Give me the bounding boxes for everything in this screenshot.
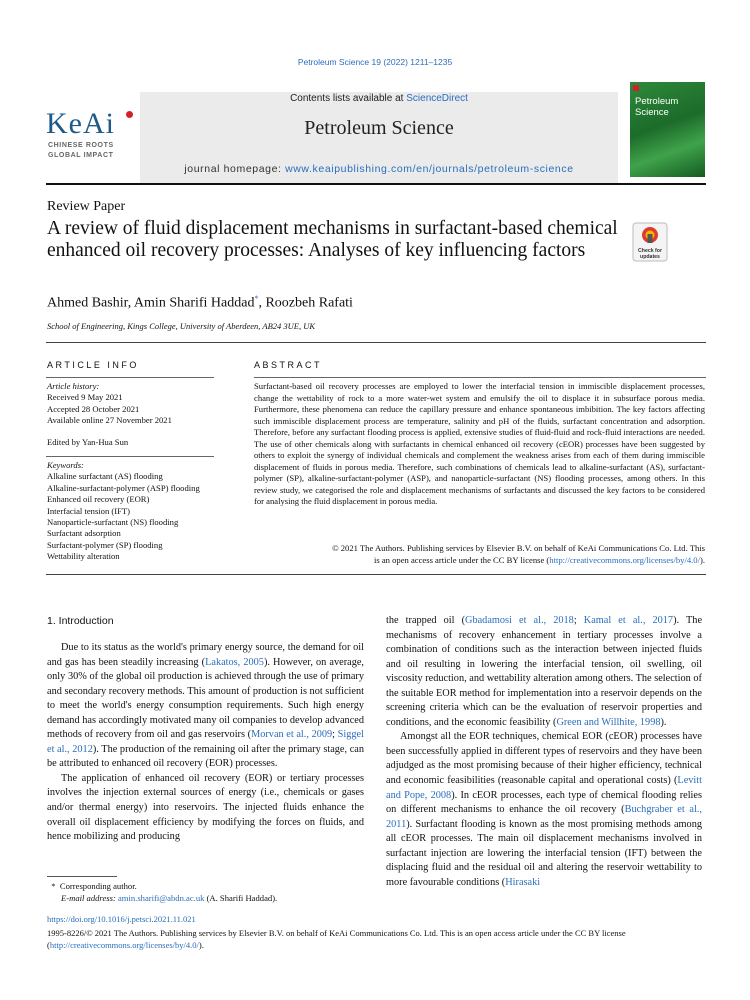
text-run: Due to its status as the world's primary energy source, the demand for oil and gas has been steadily increasing ( xyxy=(47,642,364,668)
copyright-line-2 xyxy=(254,555,705,567)
citation-link[interactable]: Green and Willhite, 1998 xyxy=(556,716,661,728)
paper-type: Review Paper xyxy=(47,199,126,214)
text-run: ; xyxy=(573,615,584,626)
keyword-item: Surfactant-polymer (SP) flooding xyxy=(47,539,163,550)
license-link[interactable]: http://creativecommons.org/licenses/by/4.0/ xyxy=(549,554,700,565)
check-for-updates-icon[interactable] xyxy=(632,222,668,262)
homepage-link[interactable]: www.keaipublishing.com/en/journals/petroleum-science xyxy=(285,163,574,175)
footnote-rule xyxy=(47,876,117,877)
citation-link[interactable]: Buchgraber et al., 2011 xyxy=(386,804,702,830)
contents-prefix: Contents lists available at xyxy=(290,93,407,104)
keai-logo-dot xyxy=(126,111,133,118)
author-list xyxy=(47,294,353,312)
footnote-mark: * xyxy=(51,881,56,891)
citation-link[interactable]: Levitt and Pope, 2008 xyxy=(386,775,702,801)
online-date: Available online 27 November 2021 xyxy=(47,415,172,426)
paragraph xyxy=(386,730,702,890)
journal-cover-thumbnail[interactable] xyxy=(630,82,705,177)
footer-license xyxy=(47,927,702,951)
svg-text:Check for: Check for xyxy=(638,248,662,254)
citation-link[interactable]: Lakatos, 2005 xyxy=(205,656,264,668)
history-label: Article history: xyxy=(47,381,100,391)
keywords-label: Keywords: xyxy=(47,460,84,470)
keyword-item: Surfactant adsorption xyxy=(47,528,121,539)
doi-link[interactable]: https://doi.org/10.1016/j.petsci.2021.11.021 xyxy=(47,914,196,924)
keai-logo-word: KeAi xyxy=(46,107,115,140)
sciencedirect-link[interactable]: ScienceDirect xyxy=(406,93,468,104)
citation-link[interactable]: Gbadamosi et al., 2018 xyxy=(465,615,574,626)
abstract-text: Surfactant-based oil recovery processes are employed to lower the interfacial tension in immiscible displacement processes, change the wettability of rock to a more water-wet system and emulsify the oil to displace it in subsurface porous media. Furthermore, these phenomena can reduce the capillary pressure and enhance spontaneous imbibition. The key factors affecting such immiscible displacement process are temperature, salinity and pH of the fluids, surfactant concentration and adsorption. Therefore, before any surfactant flooding process is applied, extensive studies of fluid-fluid and rock-fluid interactions are needed. The use of other chemicals along with surfactants in chemical enhanced oil recovery (cEOR) processes have been suggested by others to exploit the synergy of individual chemicals and complement the weakness arises from each of them during immiscible displacement of fluids in porous media. Therefore, such combinations of chemicals lead to alkaline-surfactant (AS), surfactant-polymer (SP), alkaline-surfactant-polymer (ASP), and nanoparticle-surfactant (NS) flooding processes, among others. In this review study, we categorised the role and displacement mechanisms of surfactants and discussed the key factors to be considered for analysing the fluid displacement in porous media. xyxy=(254,381,705,507)
keyword-item: Nanoparticle-surfactant (NS) flooding xyxy=(47,517,179,528)
authors-part2: , Roozbeh Rafati xyxy=(258,295,353,311)
citation-link[interactable]: Kamal et al., 2017 xyxy=(583,615,674,626)
text-run: Amongst all the EOR techniques, chemical EOR (cEOR) processes have been successfully applied in different types of reservoirs and they have been adjudged as the most promising because of their higher efficiency, technical and economic feasibilities (reasonable capital and operational costs) ( xyxy=(386,731,702,787)
citation-link[interactable]: Siggel et al., 2012 xyxy=(47,729,364,755)
article-info-heading: ARTICLE INFO xyxy=(47,360,139,370)
corresponding-note xyxy=(47,880,277,892)
citation-link[interactable]: Morvan et al., 2009 xyxy=(251,729,333,741)
text-run: ). The production of the remaining oil after the primary stage, can be attributed to enhanced oil recovery (EOR) processes. xyxy=(47,743,364,770)
keai-logo[interactable] xyxy=(46,108,136,164)
email-note xyxy=(47,892,277,904)
keywords-rule xyxy=(46,456,214,457)
footnote-label: Corresponding author. xyxy=(59,881,137,891)
keyword-item: Wettability alteration xyxy=(47,551,120,562)
text-run: ). The mechanisms of recovery enhancement in tertiary processes involve a combination of conditions such as the interaction between injected fluids and oil resulting in lowering the interfacial tension, oil swelling, oil viscosity reduction, and wettability alteration among others. The selection of the suitable EOR method for implementation into a reservoir depends on the screening criteria which can be the evaluation of reservoir properties and conditions, and the economic feasibility ( xyxy=(386,615,703,728)
article-history xyxy=(47,381,215,427)
keai-tagline-2: GLOBAL IMPACT xyxy=(48,152,114,159)
paragraph xyxy=(386,614,702,730)
section-heading: 1. Introduction xyxy=(47,615,114,627)
header-divider xyxy=(46,183,706,185)
journal-title: Petroleum Science xyxy=(304,117,454,139)
keyword-item: Interfacial tension (IFT) xyxy=(47,505,131,516)
paragraph xyxy=(47,641,364,772)
footnote xyxy=(47,880,277,904)
svg-text:updates: updates xyxy=(640,254,660,260)
abstract-copyright xyxy=(254,543,705,566)
text-run: ). In cEOR processes, each type of chemical flooding relies on different mechanisms to enhance the oil recovery ( xyxy=(386,789,702,816)
body-column-left xyxy=(47,641,364,845)
abstract-rule xyxy=(254,377,706,378)
authors-part1: Ahmed Bashir, Amin Sharifi Haddad xyxy=(47,295,255,311)
copyright-suffix: ). xyxy=(699,554,705,565)
text-run: ). xyxy=(660,716,667,728)
text-run: ). However, on average, only 30% of the global oil production is achieved through the use of primary and secondary recovery methods. This amount of production is not sufficient to meet the world's energy consumption requirements. Such high energy demand has accordingly motivated many oil companies to develop advanced methods of recovery from oil and gas reservoirs ( xyxy=(47,656,364,741)
corresponding-author-mark[interactable]: * xyxy=(254,294,259,303)
keyword-item: Alkaline-surfactant-polymer (ASP) flooding xyxy=(47,482,200,493)
text-run: the trapped oil ( xyxy=(386,615,466,626)
accepted-date: Accepted 28 October 2021 xyxy=(47,403,140,414)
paragraph: The application of enhanced oil recovery (EOR) or tertiary processes involves the injection external sources of energy (i.e., chemicals or gases and/or thermal energy) into reservoirs. The injected fluids enhance the overall oil displacement efficiency by modifying the forces on fluids, and hence mobilizing and producing xyxy=(47,772,364,843)
license-suffix: ). xyxy=(198,940,204,950)
email-link[interactable]: amin.sharifi@abdn.ac.uk xyxy=(117,893,205,903)
journal-homepage xyxy=(140,163,618,175)
paper-title: A review of fluid displacement mechanisms in surfactant-based chemical enhanced oil recovery processes: Analyses of key influencing factors xyxy=(47,218,618,261)
title-divider xyxy=(46,342,706,343)
email-label: E-mail address: xyxy=(61,893,116,903)
text-run: ; xyxy=(332,729,338,741)
copyright-line-1: © 2021 The Authors. Publishing services by Elsevier B.V. on behalf of KeAi Communications Co. Ltd. This xyxy=(332,543,705,553)
copyright-prefix: is an open access article under the CC BY license ( xyxy=(373,554,550,565)
keai-tagline-1: CHINESE ROOTS xyxy=(48,142,114,149)
received-date: Received 9 May 2021 xyxy=(47,392,123,403)
article-info-rule xyxy=(46,377,214,378)
editor: Edited by Yan-Hua Sun xyxy=(47,437,129,447)
footer-license-link[interactable]: http://creativecommons.org/licenses/by/4.0/ xyxy=(49,940,199,950)
affiliation: School of Engineering, Kings College, University of Aberdeen, AB24 3UE, UK xyxy=(47,321,316,331)
license-text: 1995-8226/© 2021 The Authors. Publishing services by Elsevier B.V. on behalf of KeAi Communications Co. Ltd. This is an open access article under the CC BY license ( xyxy=(47,928,626,950)
citation-link[interactable]: Hirasaki xyxy=(505,876,541,888)
cover-title: Petroleum Science xyxy=(635,96,679,118)
keyword-item: Alkaline surfactant (AS) flooding xyxy=(47,471,163,482)
homepage-prefix: journal homepage: xyxy=(184,163,286,175)
keywords xyxy=(47,460,215,563)
cover-badge xyxy=(633,85,639,91)
contents-line xyxy=(140,93,618,104)
abstract-divider xyxy=(46,574,706,575)
keyword-item: Enhanced oil recovery (EOR) xyxy=(47,494,150,505)
email-suffix: (A. Sharifi Haddad). xyxy=(204,893,278,903)
abstract-heading: ABSTRACT xyxy=(254,360,323,370)
body-column-right xyxy=(386,614,702,890)
journal-citation[interactable]: Petroleum Science 19 (2022) 1211–1235 xyxy=(297,57,453,67)
text-run: ). Surfactant flooding is known as the most promising methods among all cEOR processes. The main oil displacement mechanisms involved in surfactant injection are lowering the interfacial tension (IFT) between the displacing fluid and the residual oil and altering the reservoir wettability to more favourable conditions ( xyxy=(386,818,702,888)
